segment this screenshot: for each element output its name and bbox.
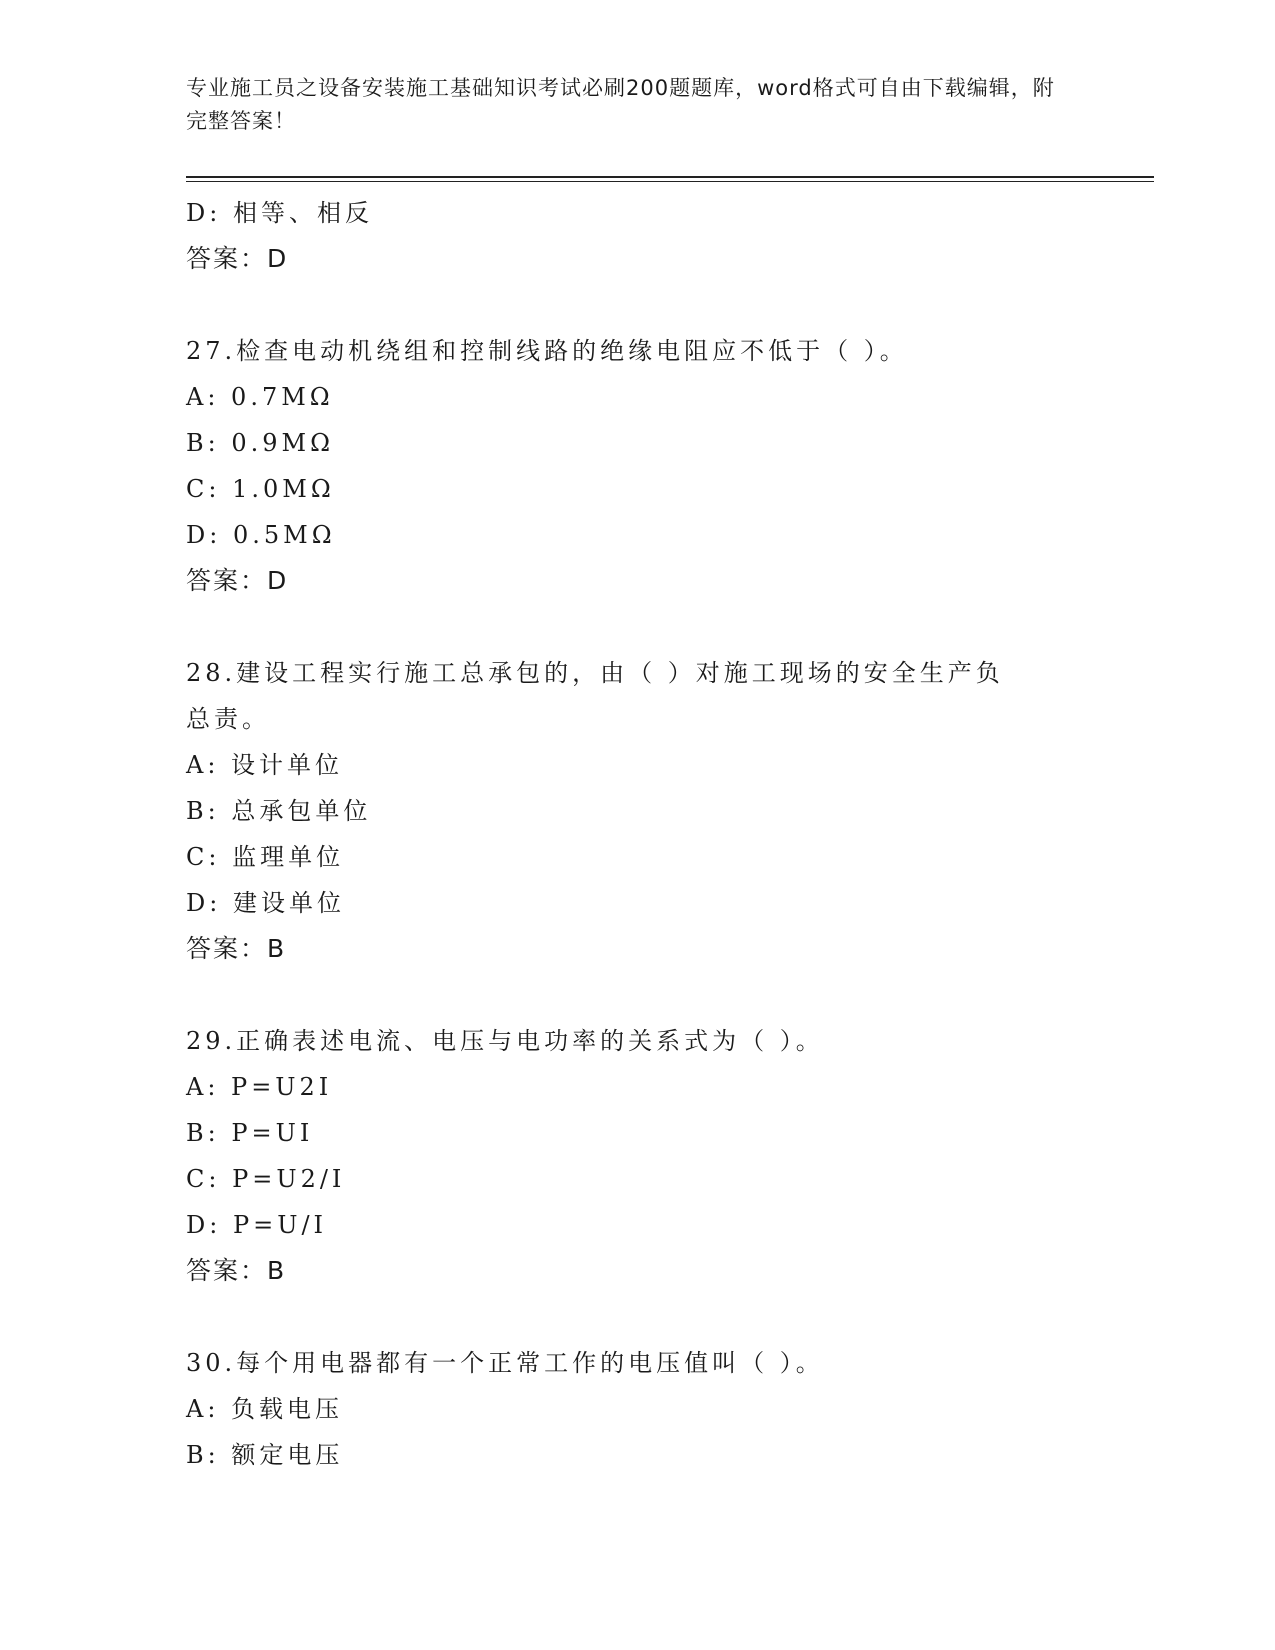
header-divider-top — [186, 176, 1154, 178]
option-b: B: 0.9MΩ — [186, 429, 334, 457]
spacer — [186, 972, 1066, 1018]
option-d: D: P=U/I — [186, 1211, 328, 1239]
option-a: A: 0.7MΩ — [186, 383, 334, 411]
answer-text: 答案：D — [186, 566, 289, 595]
answer-text: 答案：B — [186, 1256, 287, 1285]
option-a: A: P=U2I — [186, 1073, 333, 1101]
option-d: D: 0.5MΩ — [186, 521, 336, 549]
question-27 — [186, 328, 1066, 650]
question-text: 29.正确表述电流、电压与电功率的关系式为（ ）。 — [186, 1027, 824, 1055]
option-a: A: 负载电压 — [186, 1395, 344, 1423]
document-header-title: 专业施工员之设备安装施工基础知识考试必刷200题题库，word格式可自由下载编辑，附完整答案！ — [186, 76, 1055, 133]
answer-text: 答案：B — [186, 934, 287, 963]
question-text: 30.每个用电器都有一个正常工作的电压值叫（ ）。 — [186, 1349, 824, 1377]
question-26-continuation — [186, 190, 1066, 328]
question-list — [186, 190, 1066, 1478]
spacer — [186, 604, 1066, 650]
option-c: C: P=U2/I — [186, 1165, 346, 1193]
question-28 — [186, 650, 1066, 1018]
option-b: B: P=UI — [186, 1119, 314, 1147]
option-b: B: 额定电压 — [186, 1441, 344, 1469]
option-d: D: 相等、相反 — [186, 199, 373, 227]
spacer — [186, 1294, 1066, 1340]
question-text: 27.检查电动机绕组和控制线路的绝缘电阻应不低于（ ）。 — [186, 337, 908, 365]
option-c: C: 监理单位 — [186, 843, 345, 871]
answer-text: 答案：D — [186, 244, 289, 273]
question-text: 28.建设工程实行施工总承包的，由（ ）对施工现场的安全生产负总责。 — [186, 659, 1004, 733]
option-b: B: 总承包单位 — [186, 797, 372, 825]
spacer — [186, 282, 1066, 328]
question-29 — [186, 1018, 1066, 1340]
option-d: D: 建设单位 — [186, 889, 345, 917]
question-30 — [186, 1340, 1066, 1478]
option-a: A: 设计单位 — [186, 751, 344, 779]
option-c: C: 1.0MΩ — [186, 475, 335, 503]
header-divider-bottom — [186, 181, 1154, 182]
